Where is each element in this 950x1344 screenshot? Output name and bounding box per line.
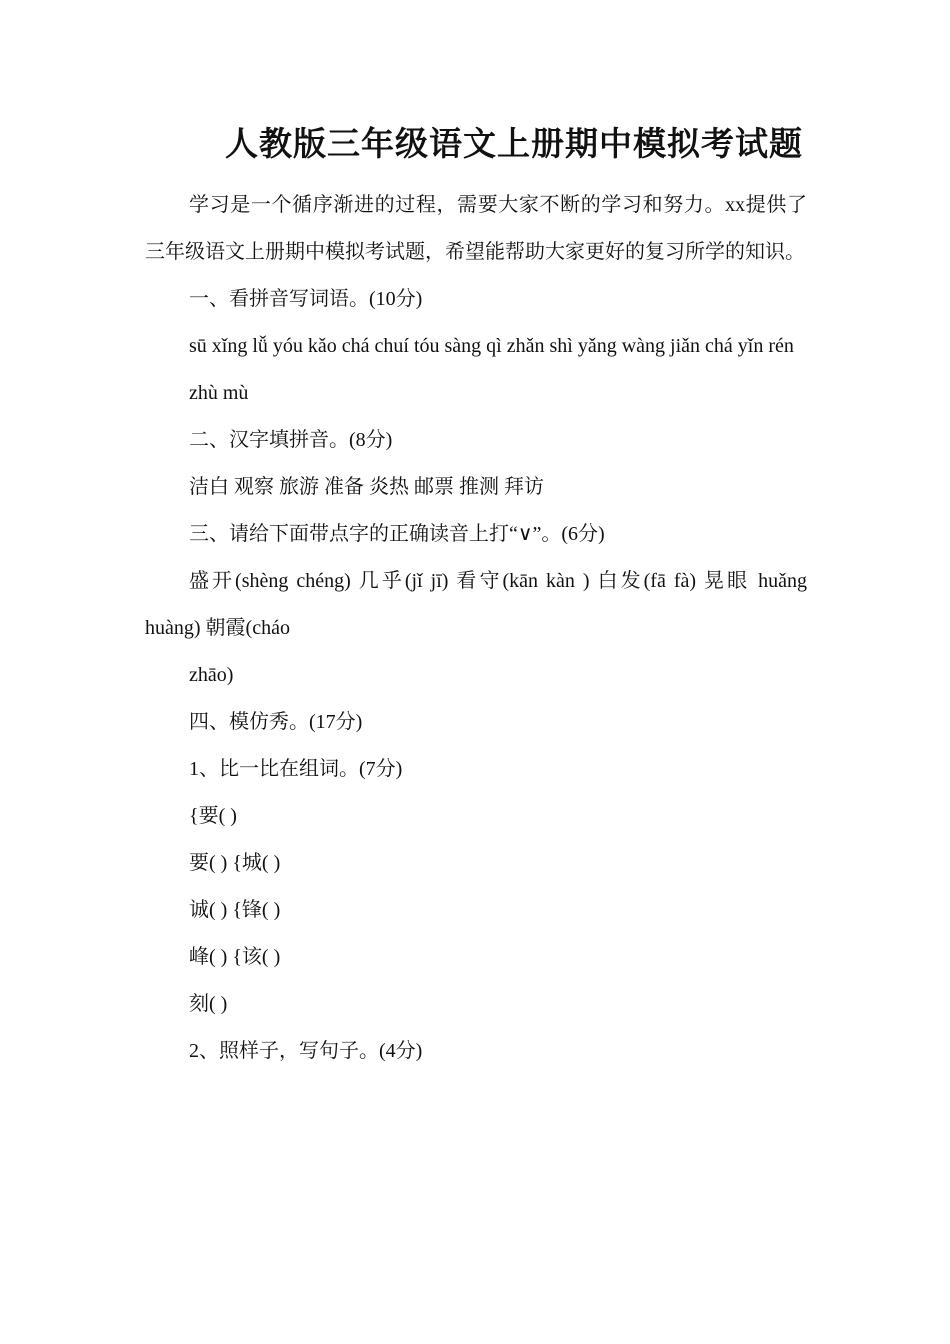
section-1-heading: 一、看拼音写词语。(10分) [189, 288, 423, 310]
compare-item: 要( ) {城( ) [189, 852, 281, 874]
compare-item: {要( ) [189, 805, 237, 827]
compare-item: 诚( ) {锋( ) [189, 899, 281, 921]
subsection-2-heading: 2、照样子，写句子。(4分) [189, 1040, 423, 1062]
section-3-heading: 三、请给下面带点字的正确读音上打“∨”。(6分) [189, 523, 605, 545]
section-2-heading: 二、汉字填拼音。(8分) [189, 429, 393, 451]
reading-choices-continued: zhāo) [189, 664, 234, 686]
document-body [145, 182, 807, 1075]
pinyin-line: sū xǐng lǚ yóu kǎo chá chuí tóu sàng qì zhǎn shì yǎng wàng jiǎn chá yǐn rén [189, 335, 794, 357]
word-list: 洁白 观察 旅游 准备 炎热 邮票 推测 拜访 [189, 476, 544, 498]
document-title: 人教版三年级语文上册期中模拟考试题 [225, 124, 803, 163]
compare-item: 刻( ) [189, 993, 228, 1015]
compare-item: 峰( ) {该( ) [189, 946, 281, 968]
reading-choices: 盛开(shèng chéng) 几乎(jǐ jī) 看守(kān kàn ) 白发(fā fà) 晃眼 huǎng huàng) 朝霞(cháo [145, 570, 807, 639]
subsection-1-heading: 1、比一比在组词。(7分) [189, 758, 403, 780]
intro-paragraph: 学习是一个循序渐进的过程，需要大家不断的学习和努力。xx提供了三年级语文上册期中模拟考试题，希望能帮助大家更好的复习所学的知识。 [145, 194, 807, 263]
pinyin-line-continued: zhù mù [189, 382, 249, 404]
section-4-heading: 四、模仿秀。(17分) [189, 711, 363, 733]
